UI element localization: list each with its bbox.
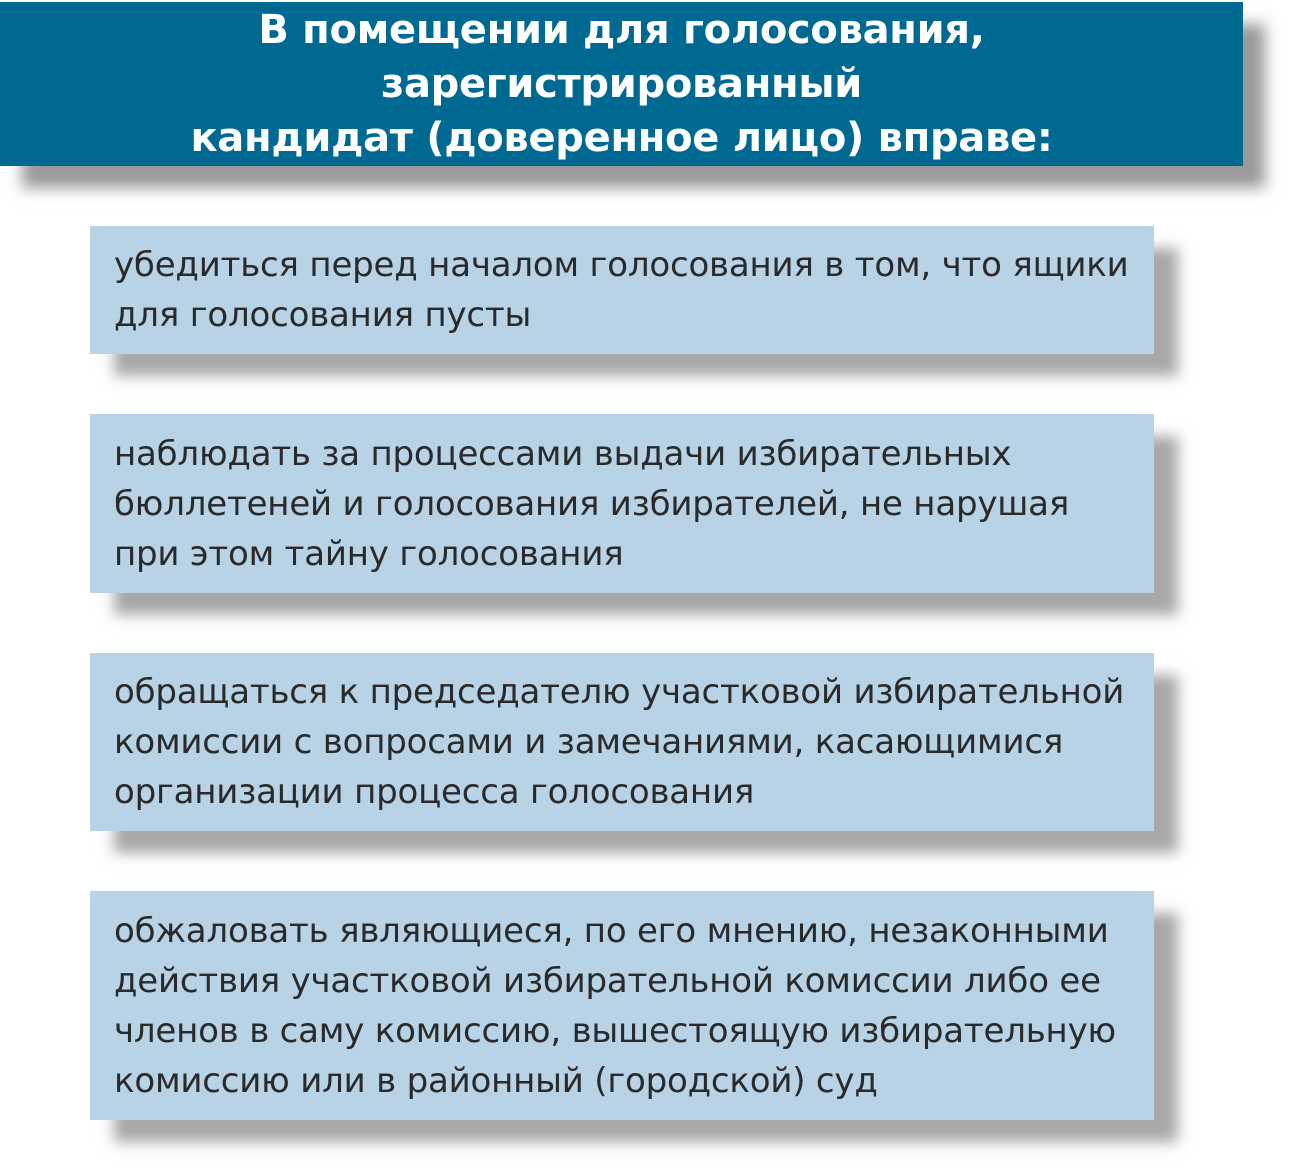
page-title-line-1: В помещении для голосования, зарегистрированный xyxy=(258,7,985,107)
right-card-2-line-3: при этом тайну голосования xyxy=(114,533,624,574)
right-card-2-line-1: наблюдать за процессами выдачи избирательных xyxy=(114,433,1012,474)
right-card-4-line-3: членов в саму комиссию, вышестоящую избирательную xyxy=(114,1010,1116,1051)
right-card-1-text xyxy=(114,240,1129,340)
right-card-2-text xyxy=(114,429,1069,579)
header-banner xyxy=(0,2,1243,166)
right-card-2-line-2: бюллетеней и голосования избирателей, не нарушая xyxy=(114,483,1070,524)
right-card-3 xyxy=(90,653,1154,831)
page-title xyxy=(20,3,1223,165)
right-card-2 xyxy=(90,414,1154,593)
right-card-3-text xyxy=(114,667,1124,817)
right-card-1-line-1: убедиться перед началом голосования в том, что ящики xyxy=(114,245,1129,285)
right-card-4-line-4: комиссию или в районный (городской) суд xyxy=(114,1060,878,1101)
right-card-4-line-2: действия участковой избирательной комиссии либо ее xyxy=(114,960,1101,1001)
right-card-1-line-2: для голосования пусты xyxy=(114,295,532,335)
right-card-3-line-3: организации процесса голосования xyxy=(114,772,755,812)
right-card-4-line-1: обжаловать являющиеся, по его мнению, незаконными xyxy=(114,910,1109,951)
right-card-4 xyxy=(90,891,1154,1120)
right-card-3-line-1: обращаться к председателю участковой избирательной xyxy=(114,672,1125,712)
right-card-1 xyxy=(90,226,1154,354)
page-title-line-2: кандидат (доверенное лицо) вправе: xyxy=(190,115,1053,161)
right-card-3-line-2: комиссии с вопросами и замечаниями, касающимися xyxy=(114,722,1064,762)
right-card-4-text xyxy=(114,906,1116,1106)
